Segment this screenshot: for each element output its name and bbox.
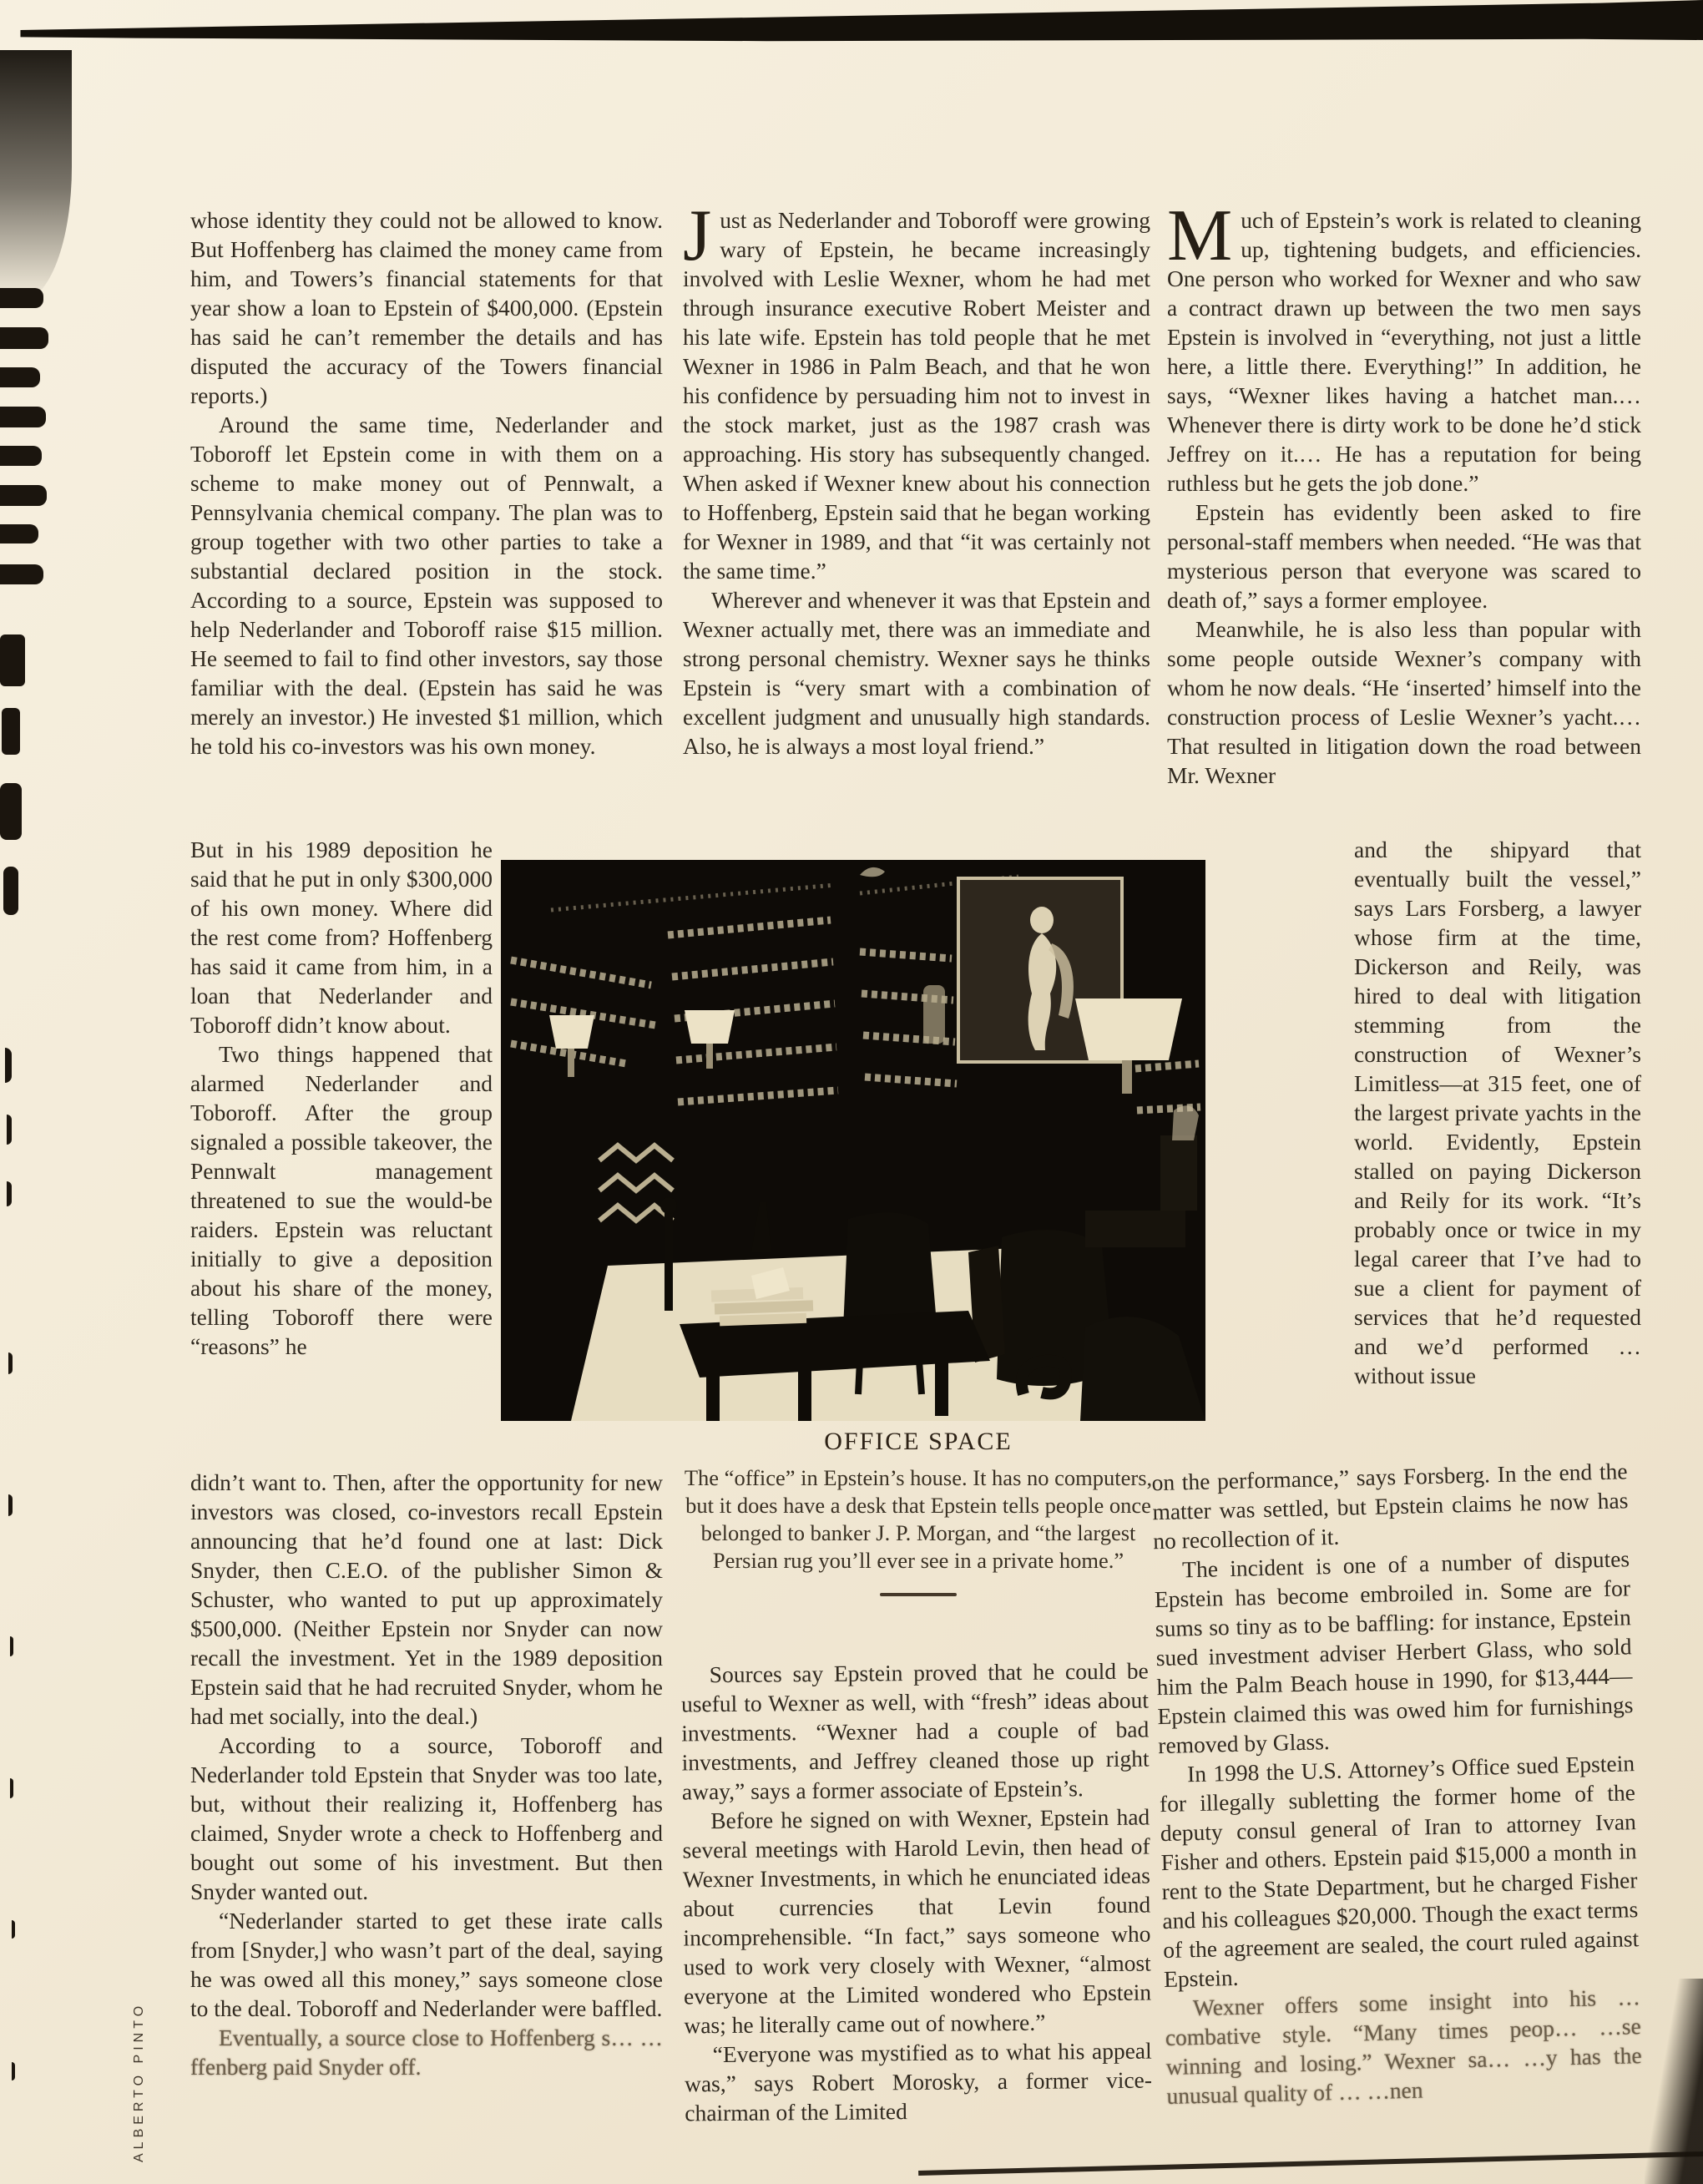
body-paragraph-faded: Wexner offers some insight into his … combative style. “Many times peop… …se winning and losing.” Wexner sa… …y has the unusual quality of … …nen bbox=[1165, 1984, 1642, 2110]
photo-caption-title: OFFICE SPACE bbox=[824, 1428, 1013, 1455]
body-paragraph: But in his 1989 deposition he said that he put in only $300,000 of his own money. Where did the rest come from? Hoffenberg has said it came from him, in a loan that Nederlander and Toboroff didn’t know about. bbox=[190, 837, 493, 1038]
body-paragraph: Wherever and whenever it was that Epstein and Wexner actually met, there was an immediate and strong personal chemistry. Wexner says he thinks Epstein is “very smart with a combination of excellent judgment and unusually high standards. Also, he is always a most loyal friend.” bbox=[683, 587, 1150, 759]
column-1-lower bbox=[190, 1468, 663, 2081]
body-paragraph: “Everyone was mystified as to what his appeal was,” says Robert Morosky, a former vice-chairman of the Limited bbox=[684, 2037, 1153, 2126]
photo-credit: ALBERTO PINTO bbox=[132, 2001, 146, 2162]
column-3-wrap-around-photo bbox=[1354, 835, 1641, 1390]
paragraph-text: ust as Nederlander and Toboroff were growing wary of Epstein, he became increasingly involved with Leslie Wexner, whom he had met through insurance executive Robert Meister and his late wife. Epstein has told people that he met Wexner in 1986 in Palm Beach, and that he won his confidence by persuading him not to invest in the stock market, just as the 1987 crash was approaching. His story has subsequently changed. When asked if Wexner knew about his connection to Hoffenberg, Epstein said that he began working for Wexner in 1989, and that “it was certainly not the same time.” bbox=[683, 207, 1150, 584]
body-paragraph bbox=[1167, 195, 1641, 498]
caption-divider-rule bbox=[880, 1593, 957, 1596]
body-paragraph: Meanwhile, he is also less than popular with some people outside Wexner’s company with whom he now deals. “He ‘inserted’ himself into the construction process of Leslie Wexner’s yacht.… That resulted in litigation down the road between Mr. Wexner bbox=[1167, 616, 1641, 788]
body-paragraph: didn’t want to. Then, after the opportunity for new investors was closed, co-investors recall Epstein announcing that he’d found one at last: Dick Snyder, then C.E.O. of the publisher Simon & Schuster, who wanted to put up approximately $500,000. (Neither Epstein nor Snyder can now recall the investment. Yet in the 1989 deposition Epstein said that he had recruited Snyder, whom he had met socially, into the deal.) bbox=[190, 1469, 663, 1729]
office-photo-illustration bbox=[501, 860, 1205, 1421]
column-3-lower bbox=[1151, 1456, 1643, 2111]
body-paragraph-faded: Eventually, a source close to Hoffenberg s… …ffenberg paid Snyder off. bbox=[190, 2025, 663, 2080]
photo-caption bbox=[668, 1428, 1169, 1596]
body-paragraph: Before he signed on with Wexner, Epstein had several meetings with Harold Levin, then head of Wexner Investments, in which he enunciated ideas about currencies that Levin found incomprehensible. “In fact,” says someone who used to work very closely with Wexner, “almost everyone at the Limited wondered who Epstein was; he literally came out of nowhere.” bbox=[682, 1803, 1152, 2039]
body-paragraph: Epstein has evidently been asked to fire personal-staff members when needed. “He was that mysterious person that everyone was scared to death of,” says a former employee. bbox=[1167, 499, 1641, 613]
body-paragraph: on the performance,” says Forsberg. In the end the matter was settled, but Epstein claims he now has no recollection of it. bbox=[1151, 1458, 1629, 1555]
body-paragraph: Two things happened that alarmed Nederlander and Toboroff. After the group signaled a possible takeover, the Pennwalt management threatened to sue the would-be raiders. Epstein was reluctant initially to give a deposition about his share of the money, telling Toboroff there were “reasons” he bbox=[190, 1041, 493, 1359]
column-1-wrap-around-photo bbox=[190, 835, 493, 1361]
drop-cap: J bbox=[683, 195, 712, 276]
drop-cap: M bbox=[1167, 195, 1233, 276]
body-paragraph: In 1998 the U.S. Attorney’s Office sued Epstein for illegally subletting the former home of the deputy consul general of Iran to attorney Ivan Fisher and others. Epstein paid $15,000 a month in rent to the State Department, but he charged Fisher and his colleagues $20,000. Though the exact terms of the agreement are sealed, the court ruled against Epstein. bbox=[1159, 1750, 1640, 1993]
page-edge-corner-shadow bbox=[1645, 1979, 1703, 2184]
scan-top-shadow bbox=[0, 0, 1703, 100]
office-photo bbox=[501, 860, 1205, 1421]
body-paragraph: and the shipyard that eventually built the vessel,” says Lars Forsberg, a lawyer whose firm at the time, Dickerson and Reily, was hired to deal with litigation stemming from the construction of Wexner’s Limitless—at 315 feet, one of the largest private yachts in the world. Evidently, Epstein stalled on paying Dickerson and Reily for its work. “It’s probably once or twice in my legal career that I’ve had to sue a client for payment of services that he’d requested and we’d performed … without issue bbox=[1354, 837, 1641, 1388]
page-edge-line bbox=[918, 2151, 1703, 2176]
body-paragraph: “Nederlander started to get these irate calls from [Snyder,] who wasn’t part of the deal, saying he was owed all this money,” says someone close to the deal. Toboroff and Nederlander were baffled. bbox=[190, 1908, 663, 2021]
body-paragraph: According to a source, Toboroff and Nederlander told Epstein that Snyder was too late, but, without their realizing it, Hoffenberg has claimed, Snyder wrote a check to Hoffenberg and bought out some of his investment. But then Snyder wanted out. bbox=[190, 1732, 663, 1904]
scan-corner-shadow bbox=[0, 50, 72, 301]
body-paragraph: Around the same time, Nederlander and Toboroff let Epstein come in with them on a scheme to make money out of Pennwalt, a Pennsylvania chemical company. The plan was to group together with two other parties to take a substantial declared position in the stock. According to a source, Epstein was supposed to help Nederlander and Toboroff raise $15 million. He seemed to fail to find other investors, say those familiar with the deal. (Epstein has said he was merely an investor.) He invested $1 million, which he told his co-investors was his own money. bbox=[190, 412, 663, 759]
column-2-upper bbox=[683, 195, 1150, 761]
body-paragraph: whose identity they could not be allowed to know. But Hoffenberg has claimed the money came from him, and Towers’s financial statements for that year show a loan to Epstein of $400,000. (Epstein has said he can’t remember the details and has disputed the accuracy of the Towers financial reports.) bbox=[190, 207, 663, 408]
body-paragraph: Sources say Epstein proved that he could be useful to Wexner as well, with “fresh” ideas about investments. “Wexner had a couple of bad investments, and Jeffrey cleaned those up right away,” says a former associate of Epstein’s. bbox=[680, 1657, 1150, 1805]
paragraph-text: uch of Epstein’s work is related to cleaning up, tightening budgets, and efficiencies. One person who worked for Wexner and who saw a contract drawn up between the two men says Epstein is involved in “everything, not just a little here, a little there. Everything!” In addition, he says, “Wexner likes having a hatchet man.… Whenever there is dirty work to be done he’d stick Jeffrey on it.… He has a reputation for being ruthless but he gets the job done.” bbox=[1167, 207, 1641, 496]
column-1-upper bbox=[190, 205, 663, 761]
column-2-lower bbox=[681, 1656, 1153, 2128]
body-paragraph: The incident is one of a number of disputes Epstein has become embroiled in. Some are for sums so tiny as to be baffling: for instance, Epstein sued investment adviser Herbert Glass, who sold him the Palm Beach house in 1990, for $13,444—Epstein claimed this was owed him for furnishings removed by Glass. bbox=[1154, 1545, 1634, 1759]
photo-caption-text: The “office” in Epstein’s house. It has no computers, but it does have a desk that Epstein tells people once belonged to banker J. P. Morgan, and “the largest Persian rug you’ll ever see in a private home.” bbox=[684, 1465, 1153, 1573]
body-paragraph bbox=[683, 195, 1150, 585]
column-3-upper bbox=[1167, 195, 1641, 790]
